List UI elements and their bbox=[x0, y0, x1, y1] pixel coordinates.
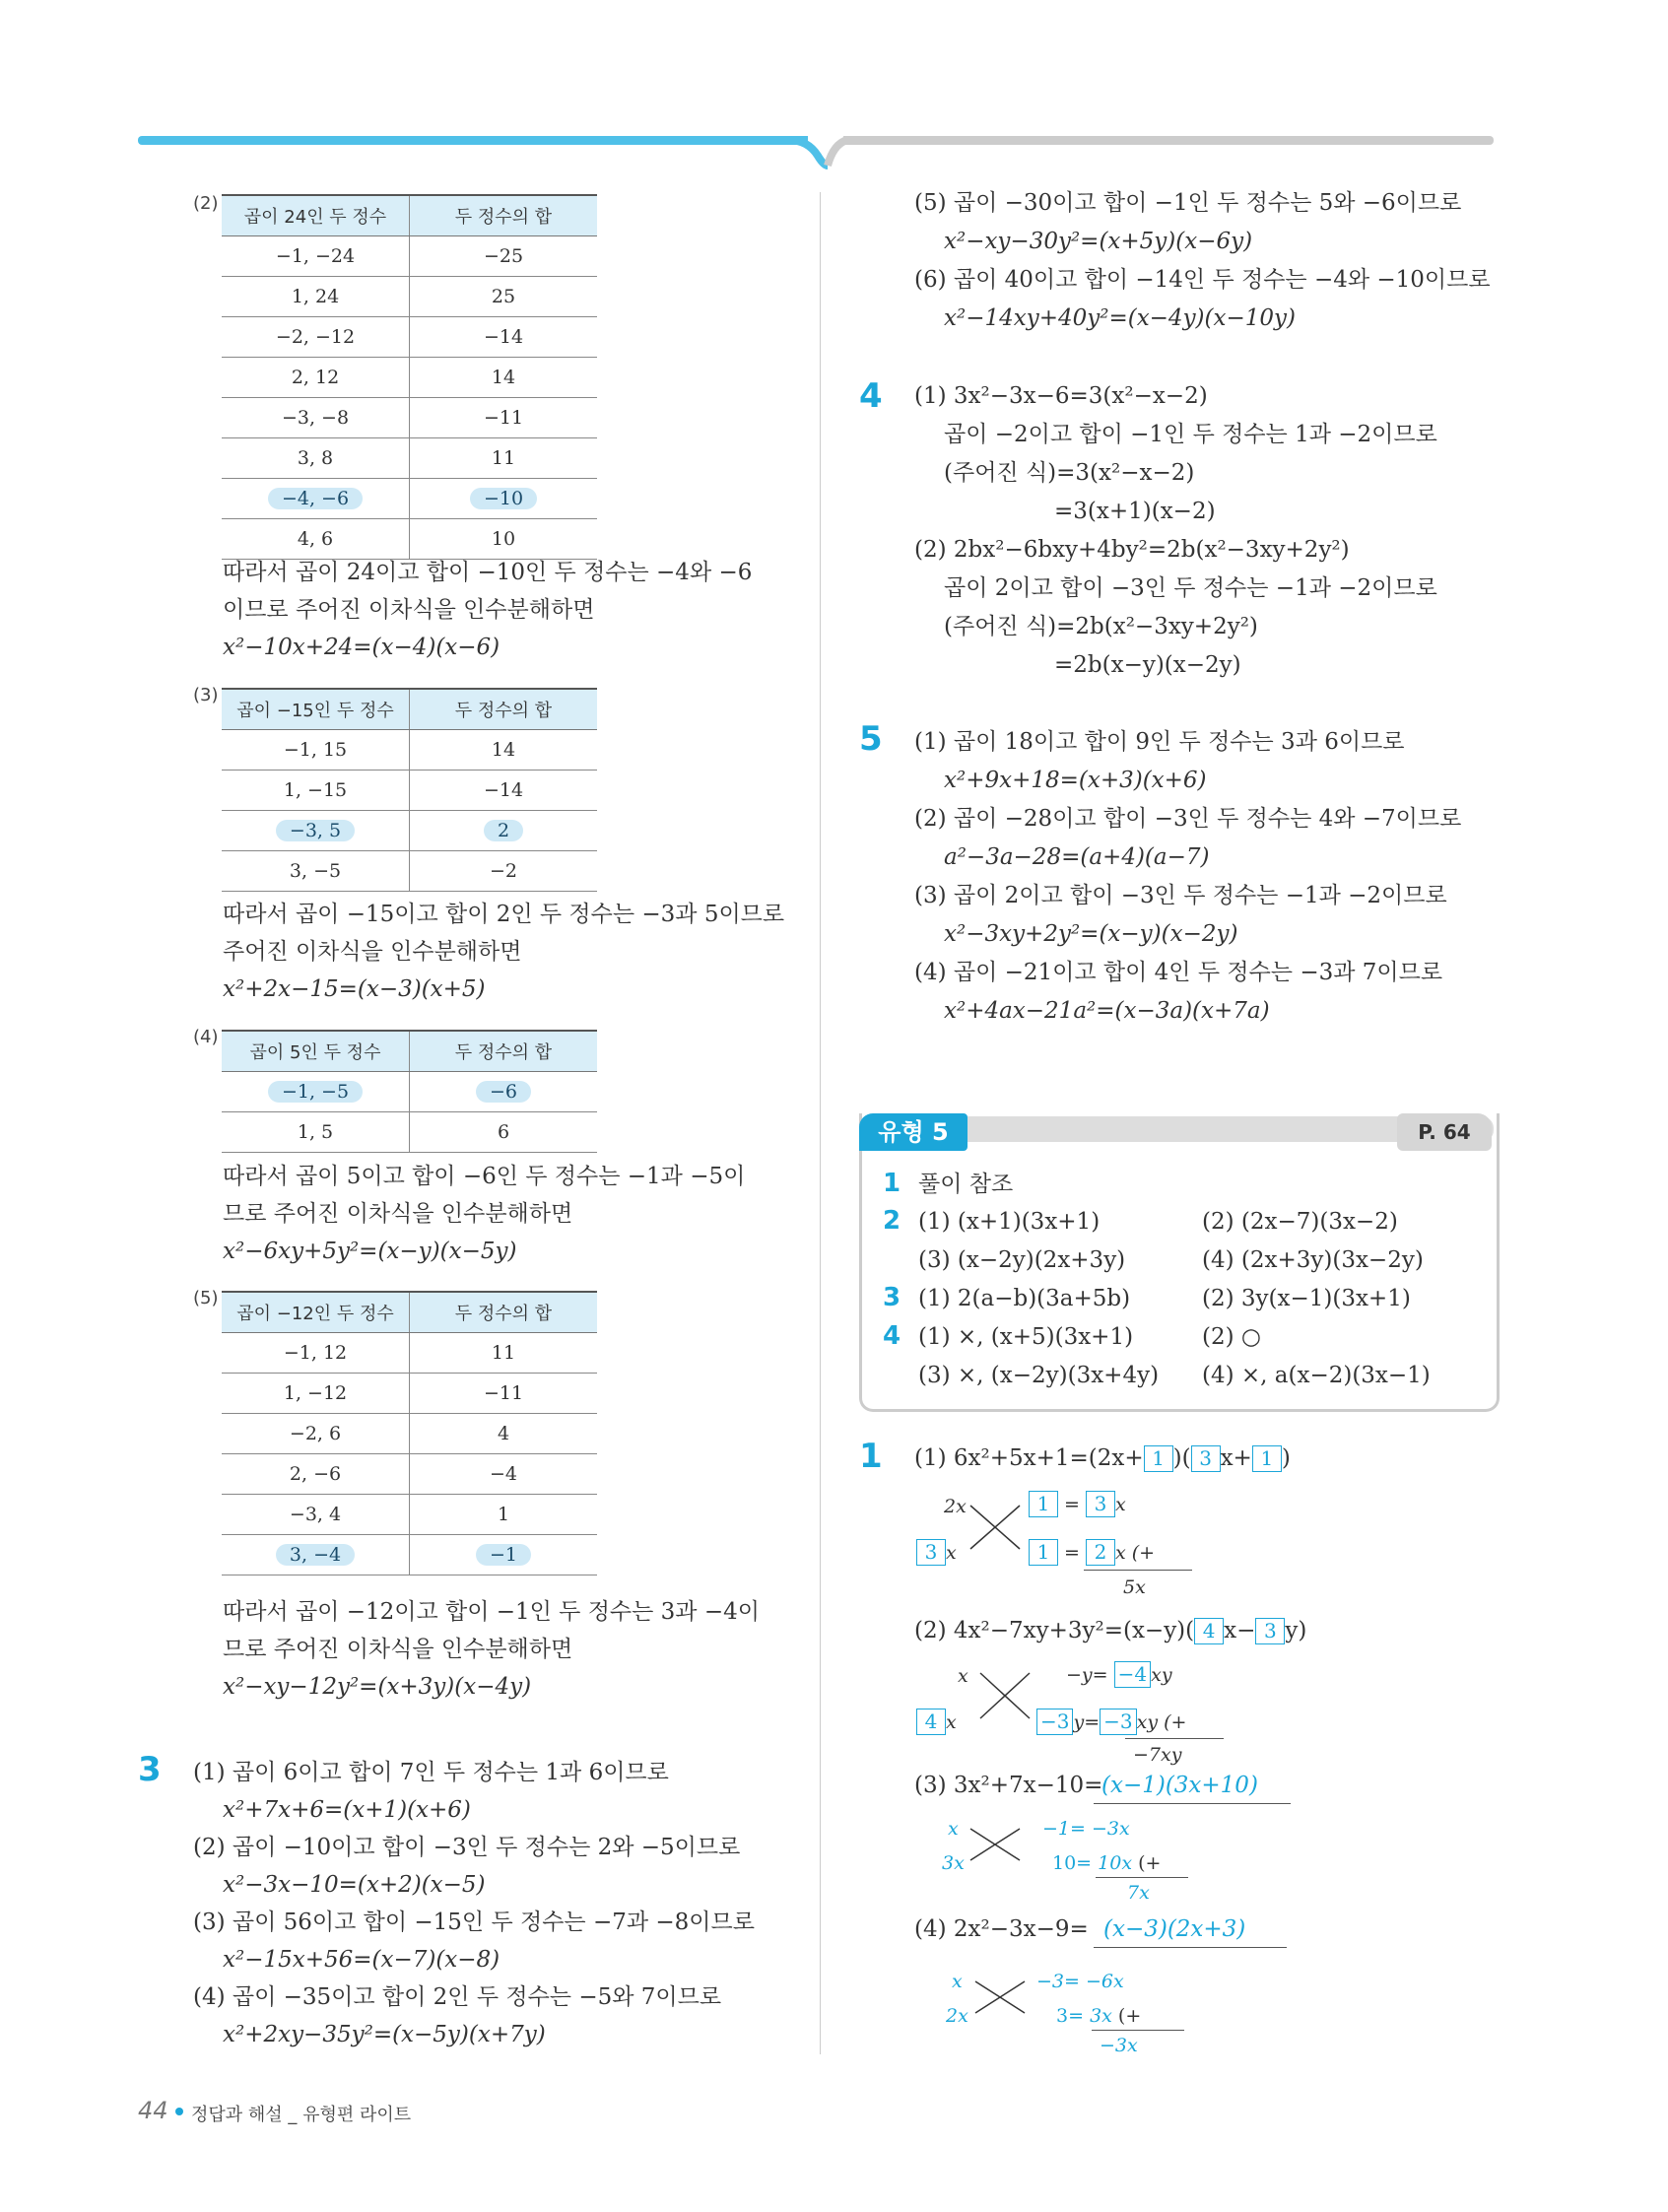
t5-line: 따라서 곱이 −12이고 합이 −1인 두 정수는 3과 −4이 bbox=[223, 1599, 760, 1625]
q1-s4-answer: (x−3)(2x+3) bbox=[1103, 1916, 1246, 1942]
table-row: −1, 12 11 bbox=[222, 1333, 597, 1374]
t4-line: 따라서 곱이 5이고 합이 −6인 두 정수는 −1과 −5이 bbox=[223, 1164, 746, 1189]
p5-line: x²+9x+18=(x+3)(x+6) bbox=[944, 768, 1207, 793]
cont-line: (6) 곱이 40이고 합이 −14인 두 정수는 −4와 −10이므로 bbox=[914, 267, 1491, 293]
q1-s3-c: 3x bbox=[942, 1852, 965, 1874]
table-row: 1, 5 6 bbox=[222, 1112, 597, 1153]
type5-b3: (4) (2x+3y)(3x−2y) bbox=[1202, 1247, 1424, 1273]
table-row: 4, 6 10 bbox=[222, 519, 597, 560]
type5-n1: 1 bbox=[883, 1169, 901, 1198]
t4-line: 므로 주어진 이차식을 인수분해하면 bbox=[223, 1201, 573, 1227]
p5-number: 5 bbox=[859, 719, 883, 759]
type5-a5: (1) ×, (x+5)(3x+1) bbox=[918, 1324, 1134, 1350]
table-row-highlight: −3, 5 2 bbox=[222, 811, 597, 851]
footer-page-number: 44 bbox=[138, 2097, 168, 2124]
p4-line: (2) 2bx²−6bxy+4by²=2b(x²−3xy+2y²) bbox=[914, 537, 1350, 563]
table-row-highlight: −1, −5 −6 bbox=[222, 1072, 597, 1112]
q1-s3-cross bbox=[966, 1823, 1025, 1866]
table-row: −2, −12 −14 bbox=[222, 317, 597, 358]
p4-line: 곱이 −2이고 합이 −1인 두 정수는 1과 −2이므로 bbox=[944, 422, 1437, 447]
q1-s3-row2: 10= 10x (+ bbox=[1052, 1852, 1162, 1874]
p5-line: (3) 곱이 2이고 합이 −3인 두 정수는 −1과 −2이므로 bbox=[914, 883, 1447, 908]
table-row: 2, −6 −4 bbox=[222, 1454, 597, 1495]
p5-line: x²−3xy+2y²=(x−y)(x−2y) bbox=[944, 921, 1238, 947]
t2-table bbox=[222, 194, 597, 560]
t4-h2: 두 정수의 합 bbox=[410, 1031, 598, 1072]
table-row: −3, −8 −11 bbox=[222, 398, 597, 438]
q1-s3-sum: 7x bbox=[1127, 1882, 1150, 1904]
p5-line: (1) 곱이 18이고 합이 9인 두 정수는 3과 6이므로 bbox=[914, 729, 1405, 755]
top-bar-curve bbox=[788, 136, 847, 175]
p3-number: 3 bbox=[138, 1750, 162, 1789]
q1-s1-sum: 5x bbox=[1123, 1576, 1146, 1598]
t3-h2: 두 정수의 합 bbox=[410, 689, 598, 730]
q1-s1-cross bbox=[966, 1498, 1025, 1557]
q1-s2-row2: −3 y= −3 xy (+ bbox=[1036, 1709, 1186, 1736]
p3-line: (4) 곱이 −35이고 합이 2인 두 정수는 −5와 7이므로 bbox=[193, 1984, 722, 2010]
t2-line: x²−10x+24=(x−4)(x−6) bbox=[223, 635, 500, 660]
type5-b4: (2) 3y(x−1)(3x+1) bbox=[1202, 1286, 1411, 1311]
q1-s3-sumline bbox=[1096, 1877, 1188, 1878]
q1-s4-c: 2x bbox=[946, 2005, 968, 2027]
p4-line: =3(x+1)(x−2) bbox=[1054, 499, 1216, 524]
p4-line: (주어진 식)=2b(x²−3xy+2y²) bbox=[944, 614, 1258, 639]
p3-line: (3) 곱이 56이고 합이 −15인 두 정수는 −7과 −8이므로 bbox=[193, 1910, 755, 1935]
p5-line: (2) 곱이 −28이고 합이 −3인 두 정수는 4와 −7이므로 bbox=[914, 806, 1462, 832]
p3-line: x²−15x+56=(x−7)(x−8) bbox=[223, 1947, 500, 1973]
t2-line: 이므로 주어진 이차식을 인수분해하면 bbox=[223, 597, 595, 623]
t2-label: (2) bbox=[193, 193, 219, 214]
q1-s2-expr: (2) 4x²−7xy+3y²=(x−y)( 4 x− 3 y) bbox=[914, 1618, 1307, 1643]
type5-a6: (3) ×, (x−2y)(3x+4y) bbox=[918, 1363, 1160, 1388]
p4-line: (1) 3x²−3x−6=3(x²−x−2) bbox=[914, 383, 1208, 409]
t5-h2: 두 정수의 합 bbox=[410, 1292, 598, 1333]
p3-line: x²−3x−10=(x+2)(x−5) bbox=[223, 1872, 486, 1898]
t5-h1: 곱이 −12인 두 정수 bbox=[222, 1292, 410, 1333]
p4-number: 4 bbox=[859, 376, 883, 416]
q1-s1-c: 3 x bbox=[916, 1539, 957, 1567]
t4-table bbox=[222, 1030, 597, 1153]
t3-line: 주어진 이차식을 인수분해하면 bbox=[223, 939, 522, 965]
p4-line: (주어진 식)=3(x²−x−2) bbox=[944, 460, 1195, 486]
table-row-highlight: 3, −4 −1 bbox=[222, 1535, 597, 1575]
p3-line: x²+2xy−35y²=(x−5y)(x+7y) bbox=[223, 2022, 546, 2047]
table-row: −1, −24 −25 bbox=[222, 236, 597, 277]
t5-line: x²−xy−12y²=(x+3y)(x−4y) bbox=[223, 1674, 532, 1700]
q1-s4-underline bbox=[1094, 1947, 1287, 1948]
q1-s1-expr: (1) 6x²+5x+1=(2x+ 1 )( 3 x+ 1 ) bbox=[914, 1445, 1291, 1471]
table-row: −3, 4 1 bbox=[222, 1495, 597, 1535]
p5-line: (4) 곱이 −21이고 합이 4인 두 정수는 −3과 7이므로 bbox=[914, 960, 1443, 985]
t2-line: 따라서 곱이 24이고 합이 −10인 두 정수는 −4와 −6 bbox=[223, 560, 753, 585]
p5-line: a²−3a−28=(a+4)(a−7) bbox=[944, 844, 1210, 870]
type5-a3: (3) (x−2y)(2x+3y) bbox=[918, 1247, 1126, 1273]
table-row: 1, −12 −11 bbox=[222, 1374, 597, 1414]
q1-s4-b: −3= −6x bbox=[1036, 1971, 1124, 1992]
table-row: −1, 15 14 bbox=[222, 730, 597, 771]
p3-line: x²+7x+6=(x+1)(x+6) bbox=[223, 1797, 471, 1823]
top-accent-bar bbox=[138, 136, 808, 145]
footer-dot-icon bbox=[175, 2108, 183, 2115]
p4-line: =2b(x−y)(x−2y) bbox=[1054, 652, 1241, 678]
type5-n4: 3 bbox=[883, 1283, 901, 1312]
cont-line: x²−xy−30y²=(x+5y)(x−6y) bbox=[944, 229, 1253, 254]
type5-a1: 풀이 참조 bbox=[918, 1172, 1014, 1197]
q1-s2-sumline bbox=[1125, 1738, 1224, 1739]
q1-s1-row1: 1 = 3 x bbox=[1029, 1491, 1126, 1518]
t3-label: (3) bbox=[193, 685, 219, 705]
type5-badge: 유형 5 bbox=[859, 1113, 967, 1151]
t2-h1: 곱이 24인 두 정수 bbox=[222, 195, 410, 236]
q1-s2-sum: −7xy bbox=[1133, 1744, 1182, 1766]
t5-table bbox=[222, 1291, 597, 1575]
column-divider bbox=[820, 192, 821, 2054]
table-row: 2, 12 14 bbox=[222, 358, 597, 398]
q1-s3-b: −1= −3x bbox=[1042, 1818, 1130, 1840]
q1-s4-a: x bbox=[952, 1971, 963, 1992]
q1-s3-underline bbox=[1094, 1803, 1291, 1804]
type5-n5: 4 bbox=[883, 1321, 901, 1351]
table-row-highlight: −4, −6 −10 bbox=[222, 479, 597, 519]
table-row: 1, −15 −14 bbox=[222, 771, 597, 811]
p4-line: 곱이 2이고 합이 −3인 두 정수는 −1과 −2이므로 bbox=[944, 575, 1437, 601]
q1-s2-c: 4 x bbox=[916, 1709, 957, 1736]
q1-s4-expr: (4) 2x²−3x−9= bbox=[914, 1916, 1089, 1942]
type5-a2: (1) (x+1)(3x+1) bbox=[918, 1209, 1101, 1235]
q1-s1-sumline bbox=[1084, 1570, 1192, 1571]
type5-n2: 2 bbox=[883, 1206, 901, 1236]
type5-b2: (2) (2x−7)(3x−2) bbox=[1202, 1209, 1398, 1235]
t4-h1: 곱이 5인 두 정수 bbox=[222, 1031, 410, 1072]
table-row: 3, 8 11 bbox=[222, 438, 597, 479]
t3-line: 따라서 곱이 −15이고 합이 2인 두 정수는 −3과 5이므로 bbox=[223, 902, 785, 927]
p3-line: (2) 곱이 −10이고 합이 −3인 두 정수는 2와 −5이므로 bbox=[193, 1835, 741, 1860]
t4-label: (4) bbox=[193, 1027, 219, 1047]
q1-s4-row2: 3= 3x (+ bbox=[1056, 2005, 1142, 2027]
q1-s4-sum: −3x bbox=[1100, 2035, 1138, 2056]
t3-h1: 곱이 −15인 두 정수 bbox=[222, 689, 410, 730]
q1-s4-sumline bbox=[1092, 2030, 1184, 2031]
table-row: 1, 24 25 bbox=[222, 277, 597, 317]
p3-line: (1) 곱이 6이고 합이 7인 두 정수는 1과 6이므로 bbox=[193, 1760, 669, 1785]
q1-s3-expr: (3) 3x²+7x−10= bbox=[914, 1773, 1103, 1798]
t3-line: x²+2x−15=(x−3)(x+5) bbox=[223, 976, 486, 1002]
type5-page: P. 64 bbox=[1397, 1113, 1492, 1151]
q1-s1-a: 2x bbox=[944, 1496, 967, 1517]
table-row: 3, −5 −2 bbox=[222, 851, 597, 892]
top-gray-bar bbox=[843, 136, 1494, 145]
cont-line: x²−14xy+40y²=(x−4y)(x−10y) bbox=[944, 305, 1296, 331]
q1-s3-answer: (x−1)(3x+10) bbox=[1101, 1773, 1258, 1798]
type5-b6: (4) ×, a(x−2)(3x−1) bbox=[1202, 1363, 1431, 1388]
q1-s2-row1: −y= −4 xy bbox=[1066, 1662, 1172, 1686]
q1-number: 1 bbox=[859, 1437, 883, 1476]
cont-line: (5) 곱이 −30이고 합이 −1인 두 정수는 5와 −6이므로 bbox=[914, 190, 1462, 216]
t4-line: x²−6xy+5y²=(x−y)(x−5y) bbox=[223, 1239, 517, 1264]
q1-s2-a: x bbox=[958, 1665, 968, 1687]
q1-s1-row2: 1 = 2 x (+ bbox=[1029, 1539, 1155, 1567]
type5-a4: (1) 2(a−b)(3a+5b) bbox=[918, 1286, 1131, 1311]
p5-line: x²+4ax−21a²=(x−3a)(x+7a) bbox=[944, 998, 1270, 1024]
q1-s3-a: x bbox=[948, 1818, 959, 1840]
t3-table bbox=[222, 688, 597, 892]
type5-b5: (2) ○ bbox=[1202, 1324, 1261, 1350]
q1-s2-cross bbox=[975, 1665, 1034, 1726]
t5-line: 므로 주어진 이차식을 인수분해하면 bbox=[223, 1637, 573, 1662]
table-row: −2, 6 4 bbox=[222, 1414, 597, 1454]
t2-h2: 두 정수의 합 bbox=[410, 195, 598, 236]
t5-label: (5) bbox=[193, 1288, 219, 1308]
q1-s4-cross bbox=[970, 1976, 1030, 2019]
footer-text: 정답과 해설 _ 유형편 라이트 bbox=[191, 2105, 412, 2125]
